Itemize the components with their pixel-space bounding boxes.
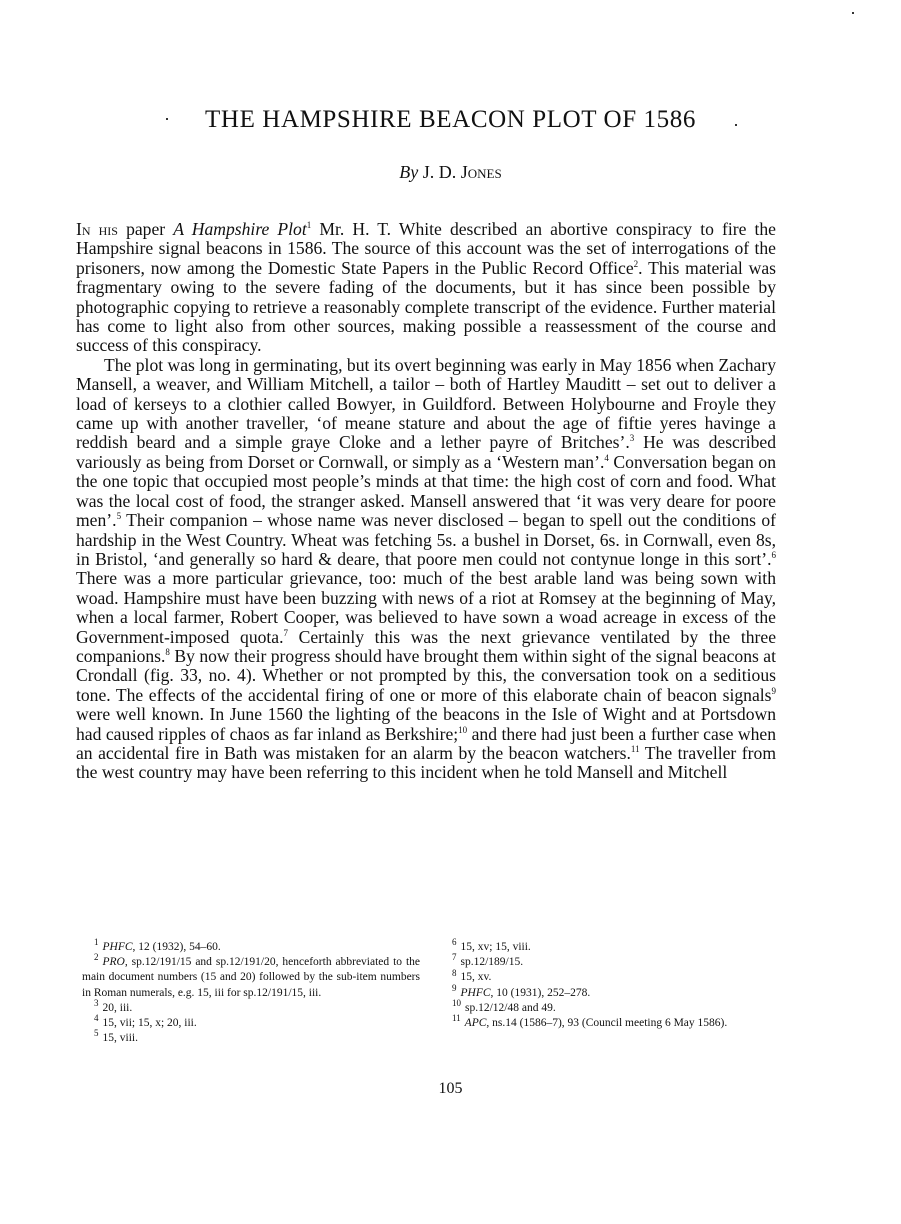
- scan-speck: [735, 124, 737, 126]
- scan-speck: [852, 12, 854, 14]
- text-run: , sp.12/191/15 and sp.12/191/20, henceforth abbreviated to the main document numbers (15 and 20) followed by the sub-item numbers in Roman numerals, e.g. 15, iii for sp.12/191/15, iii.: [82, 956, 420, 999]
- footnote-ref: 2: [633, 258, 639, 269]
- footnote-4: [82, 1013, 420, 1031]
- footnote-9: [440, 982, 776, 1001]
- article-title: THE HAMPSHIRE BEACON PLOT OF 1586: [205, 106, 696, 133]
- paragraph-1-lead: In his: [76, 219, 118, 239]
- article-body: [76, 220, 776, 783]
- paragraph-2: [76, 356, 776, 783]
- footnote-number: 10: [452, 997, 461, 1008]
- text-run: PHFC: [102, 941, 133, 953]
- footnote-ref: 10: [458, 724, 468, 735]
- footnotes-right: [440, 937, 776, 1031]
- text-run: , ns.14 (1586–7), 93 (Council meeting 6 May 1586).: [486, 1017, 728, 1030]
- text-run: and there had just been a further case when an accidental fire in Bath was mistaken for an alarm by the beacon watchers.: [76, 723, 776, 763]
- text-run: 15, xv.: [460, 971, 492, 984]
- footnote-ref: 8: [165, 647, 170, 658]
- footnote-10: [440, 997, 776, 1016]
- footnote-8: [440, 967, 776, 985]
- footnote-ref: 7: [283, 627, 289, 638]
- text-run: were well known. In June 1560 the lighting of the beacons in the Isle of Wight and at Portsdown had caused ripples of chaos as far inland as Berkshire;: [76, 704, 776, 744]
- text-run: PHFC: [460, 986, 491, 999]
- text-run: 15, xv; 15, viii.: [460, 941, 531, 953]
- footnote-2: [82, 952, 420, 1001]
- footnote-ref: 1: [306, 220, 312, 231]
- page-number: 105: [438, 1080, 463, 1097]
- paragraph-1: [76, 220, 776, 356]
- footnote-1: [82, 937, 420, 955]
- byline-author: J. D. Jones: [422, 162, 502, 182]
- footnote-3: [82, 997, 420, 1016]
- text-run: sp.12/189/15.: [460, 956, 524, 969]
- text-run: The plot was long in germinating, but its overt beginning was early in May 1856 when Zachary Mansell, a weaver, and William Mitchell, a tailor – both of Hartley Mauditt – set out to deliver a load of kerseys to a clothier called Bowyer, in Guildford. Between Holybourne and Froyle they came up with another traveller, ‘of meane stature and about the age of fiftie yeres havinge a reddish beard and a simple graye Cloke and a lether payre of Britches’.: [76, 354, 776, 453]
- text-run: sp.12/12/48 and 49.: [465, 1001, 556, 1014]
- text-run: PRO: [102, 956, 125, 969]
- text-run: , 12 (1932), 54–60.: [132, 941, 221, 953]
- footnote-ref: 5: [116, 511, 122, 522]
- footnote-5: [82, 1028, 420, 1046]
- footnote-number: 11: [452, 1013, 461, 1024]
- footnote-number: 4: [94, 1013, 99, 1024]
- footnote-number: 3: [94, 997, 99, 1008]
- text-run: A Hampshire Plot: [173, 219, 307, 239]
- footnote-number: 2: [94, 952, 99, 963]
- text-run: 15, viii.: [102, 1032, 138, 1045]
- paragraph-2-text: [76, 355, 776, 783]
- text-run: Conversation began on the one topic that occupied most people’s minds at that time: the high cost of corn and food. What was the local cost of food, the stranger asked. Mansell answered that ‘it was very deare for poore men’.: [76, 451, 776, 531]
- footnote-number: 5: [94, 1028, 99, 1039]
- footnote-ref: 4: [604, 453, 609, 464]
- byline: [0, 162, 901, 183]
- text-run: 15, vii; 15, x; 20, iii.: [102, 1017, 197, 1030]
- byline-by: By: [399, 162, 419, 182]
- text-run: . This material was fragmentary owing to the severe fading of the documents, but it has since been possible by photographic copying to retrieve a reasonably complete transcript of the evidence. Further material has come to light also from other sources, making possible a reassessment of the course and success of this conspiracy.: [76, 257, 776, 356]
- paragraph-1-text: [76, 219, 776, 355]
- text-run: Certainly this was the next grievance ventilated by the three companions.: [76, 626, 777, 666]
- text-run: The traveller from the west country may have been referring to this incident when he told Mansell and Mitchell: [76, 742, 777, 783]
- text-run: Mr. H. T. White described an abortive conspiracy to fire the Hampshire signal beacons in 1586. The source of this account was the set of interrogations of the prisoners, now among the Domestic State Papers in the Public Record Office: [76, 219, 776, 278]
- scan-speck: [166, 118, 168, 120]
- footnote-number: 8: [452, 967, 457, 978]
- text-run: , 10 (1931), 252–278.: [490, 986, 591, 999]
- footnote-number: 7: [452, 952, 457, 963]
- footnote-11: [440, 1013, 776, 1031]
- footnote-ref: 9: [771, 685, 776, 696]
- footnote-number: 6: [452, 937, 457, 948]
- text-run: By now their progress should have brought them within sight of the signal beacons at Crondall (fig. 33, no. 4). Whether or not prompted by this, the conversation took on a seditious tone. The effects of the accidental firing of one or more of this elaborate chain of beacon signals: [76, 645, 776, 705]
- text-run: He was described variously as being from Dorset or Cornwall, or simply as a ‘Western man’.: [76, 432, 777, 472]
- text-run: Their companion – whose name was never disclosed – began to spell out the conditions of hardship in the West Country. Wheat was fetching 5s. a bushel in Dorset, 6s. in Cornwall, even 8s, in Bristol, ‘and generally so hard & deare, that poore men could not contynue longe in this sort’.: [76, 510, 776, 569]
- footnote-number: 1: [94, 937, 99, 948]
- text-run: There was a more particular grievance, too: much of the best arable land was being sown with woad. Hampshire must have been buzzing with news of a riot at Romsey at the beginning of May, when a local farmer, Robert Cooper, was believed to have sown a woad acreage in excess of the Government-imposed quota.: [76, 568, 776, 647]
- footnote-7: [440, 952, 776, 970]
- text-run: paper: [117, 219, 174, 239]
- text-run: 20, iii.: [102, 1001, 133, 1014]
- footnote-6: [440, 937, 776, 955]
- text-run: APC: [464, 1017, 487, 1030]
- footnote-ref: 11: [630, 744, 640, 755]
- footnote-ref: 6: [771, 550, 776, 561]
- footnote-ref: 3: [629, 433, 635, 444]
- footnotes-left: [82, 937, 420, 1046]
- footnote-number: 9: [452, 982, 457, 993]
